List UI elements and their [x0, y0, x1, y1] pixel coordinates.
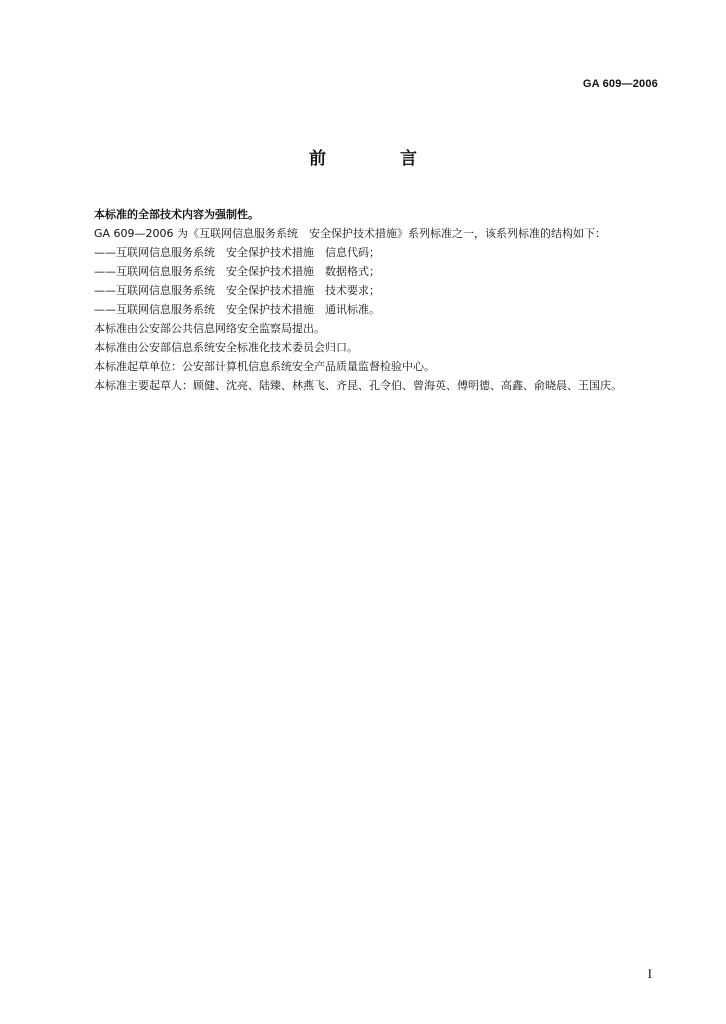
series-list-item: ——互联网信息服务系统 安全保护技术措施 技术要求；: [94, 284, 380, 297]
series-list: [72, 243, 660, 319]
mandatory-statement: 本标准的全部技术内容为强制性。: [94, 208, 259, 221]
standard-code: GA 609—2006: [582, 78, 658, 90]
drafting-unit: 本标准起草单位：公安部计算机信息系统安全产品质量监督检验中心。: [94, 360, 435, 373]
page-number: I: [647, 966, 652, 981]
series-intro: GA 609—2006 为《互联网信息服务系统 安全保护技术措施》系列标准之一，该系列标准的结构如下：: [94, 227, 607, 240]
page-title: 前 言: [309, 149, 451, 169]
managed-by: 本标准由公安部信息系统安全标准化技术委员会归口。: [94, 341, 358, 354]
series-list-item: ——互联网信息服务系统 安全保护技术措施 数据格式；: [94, 265, 380, 278]
drafters: 本标准主要起草人：顾健、沈亮、陆臻、林燕飞、齐昆、孔令伯、曾海英、傅明德、高鑫、俞晓晨、王国庆。: [94, 379, 622, 392]
series-list-item: ——互联网信息服务系统 安全保护技术措施 通讯标准。: [94, 303, 380, 316]
series-list-item: ——互联网信息服务系统 安全保护技术措施 信息代码；: [94, 246, 380, 259]
proposed-by: 本标准由公安部公共信息网络安全监察局提出。: [94, 322, 325, 335]
document-body: [72, 205, 660, 395]
